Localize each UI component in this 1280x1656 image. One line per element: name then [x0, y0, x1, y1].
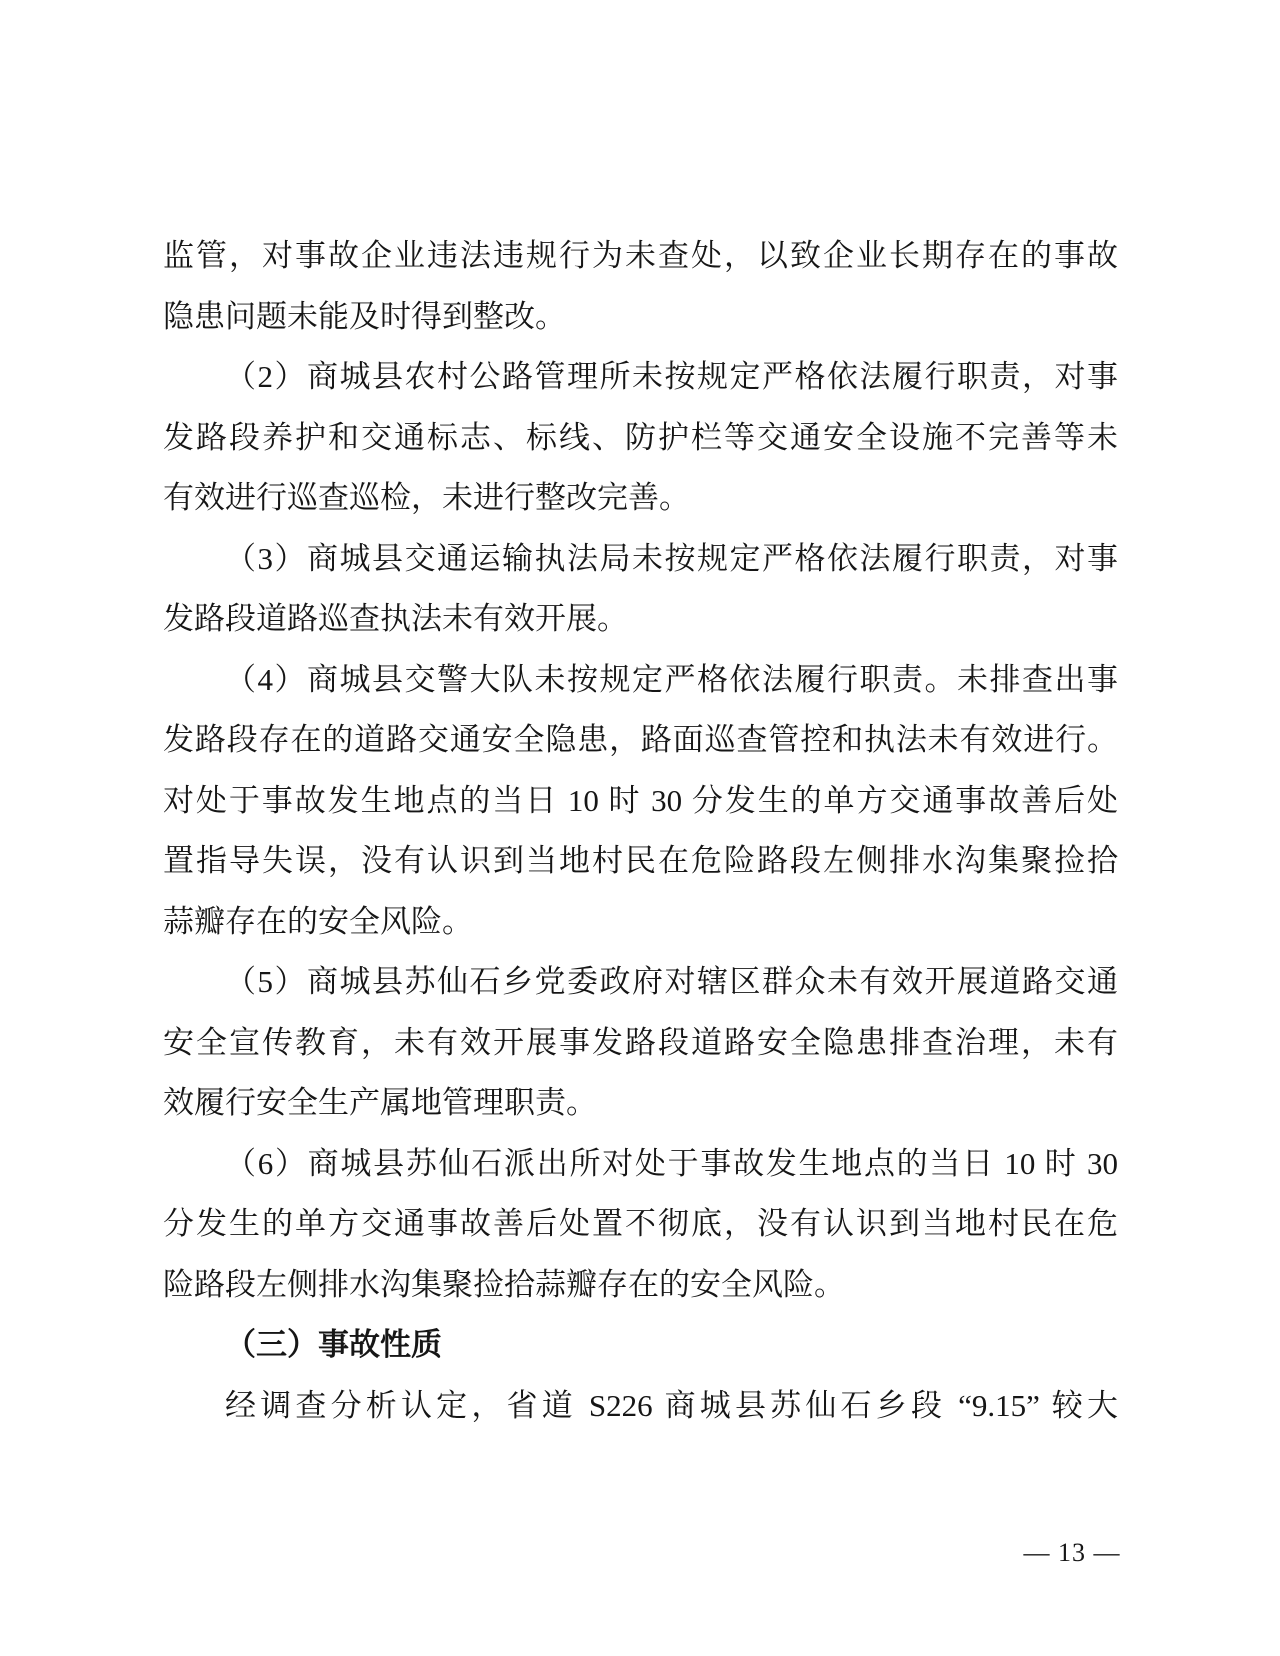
text-line: 安全宣传教育，未有效开展事发路段道路安全隐患排查治理，未有: [163, 1024, 1118, 1060]
text-line: 效履行安全生产属地管理职责。: [163, 1085, 597, 1120]
page-number: — 13 —: [1023, 1538, 1121, 1567]
text-line: 经调查分析认定，省道 S226 商城县苏仙石乡段 “9.15” 较大: [225, 1387, 1118, 1423]
text-line: 有效进行巡查巡检，未进行整改完善。: [163, 480, 690, 515]
text-line: （5）商城县苏仙石乡党委政府对辖区群众未有效开展道路交通: [225, 964, 1118, 999]
text-line: （2）商城县农村公路管理所未按规定严格依法履行职责，对事: [225, 359, 1118, 394]
text-line: 险路段左侧排水沟集聚捡拾蒜瓣存在的安全风险。: [163, 1266, 845, 1302]
text-line: 监管，对事故企业违法违规行为未查处，以致企业长期存在的事故: [163, 238, 1118, 273]
text-line: 隐患问题未能及时得到整改。: [163, 298, 566, 334]
text-line: （4）商城县交警大队未按规定严格依法履行职责。未排查出事: [225, 661, 1118, 697]
text-line: 置指导失误，没有认识到当地村民在危险路段左侧排水沟集聚捡拾: [163, 843, 1118, 878]
text-line: 发路段存在的道路交通安全隐患，路面巡查管控和执法未有效进行。: [163, 722, 1118, 757]
document-body: [163, 226, 1118, 1436]
text-line: 分发生的单方交通事故善后处置不彻底，没有认识到当地村民在危: [163, 1206, 1118, 1241]
text-line: 发路段养护和交通标志、标线、防护栏等交通安全设施不完善等未: [163, 419, 1118, 455]
section-heading: （三）事故性质: [225, 1327, 442, 1362]
text-line: （3）商城县交通运输执法局未按规定严格依法履行职责，对事: [225, 540, 1118, 576]
text-line: 对处于事故发生地点的当日 10 时 30 分发生的单方交通事故善后处: [163, 782, 1118, 818]
text-line: 发路段道路巡查执法未有效开展。: [163, 601, 628, 636]
text-line: （6）商城县苏仙石派出所对处于事故发生地点的当日 10 时 30: [225, 1145, 1118, 1181]
text-line: 蒜瓣存在的安全风险。: [163, 903, 473, 939]
